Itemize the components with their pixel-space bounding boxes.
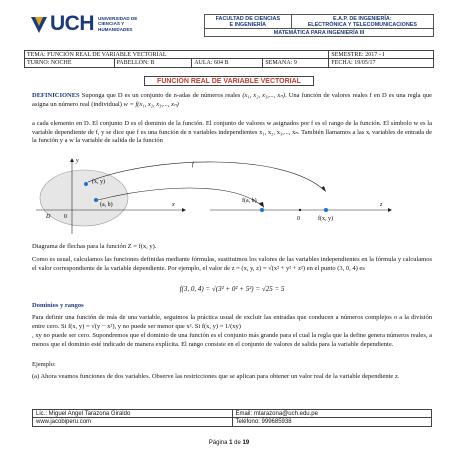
header — [24, 8, 434, 42]
phone-cell: Teléfono: 999685938 — [232, 418, 432, 426]
paragraph-3: Como es usual, calculamos las funciones definidas mediante fórmulas, sustituimos los valores de las variables independientes en la fórmula y calculamos el valor correspondiente de la variable dependiente. Por ejemplo, el valor de z = (x, y, z) = √(x² + y² + z²) en el punto (3, 0, 4) es — [32, 256, 432, 272]
label-f: f — [192, 162, 194, 168]
pavilion-cell: PABELLÓN: B — [114, 59, 192, 67]
label-fxy: f(x, y) — [318, 216, 333, 222]
example-equation: f(3, 0, 4) = √(3² + 0² + 5²) = √25 = 5 — [179, 285, 285, 293]
school-cell: E.A.P. DE INGENIERÍA: ELECTRÓNICA Y TELECOMUNICACIONES — [291, 15, 433, 29]
point-xy — [84, 182, 88, 186]
week-cell: SEMANA: 9 — [263, 59, 329, 67]
footer-table — [32, 409, 432, 427]
label-d: D — [46, 214, 51, 220]
label-x-axis: x — [172, 202, 175, 208]
semester-cell: SEMESTRE: 2017 - I — [329, 51, 434, 59]
label-ab: (a, b) — [100, 202, 113, 208]
faculty-cell: FACULTAD DE CIENCIAS E INGENIERÍA — [205, 15, 292, 29]
logo-subtext: UNIVERSIDAD DE CIENCIAS Y HUMANIDADES — [98, 16, 138, 32]
domains-title: Dominios y rangos — [32, 302, 84, 309]
paragraph-4: Para definir una función de más de una variable, seguimos la práctica usual de excluir las entradas que conducen a números complejos o a la división entre cero. Si f(x, y) = √(y − x²), y no puede ser menor que x². Si f(x, y) = 1/(xy) — [32, 314, 432, 330]
paragraph-6: (a) Ahora veamos funciones de dos variables. Observe las restricciones que se aplican para obtener un valor real de la variable dependiente z. — [32, 373, 400, 380]
shift-cell: TURNO: NOCHE — [25, 59, 115, 67]
paragraph-5: , xy no puede ser cero. Supondremos que el dominio de una función es el conjunto más grande para el cual la regla que la define genera números reales, a menos que el dominio esté indicado de manera explícita. El rango consiste en el conjunto de valores de salida para la variable dependiente. — [32, 332, 432, 348]
point-ab — [94, 198, 98, 202]
label-z-axis: z — [380, 202, 383, 208]
lecturer-cell: Lic.: Miguel Angel Tarazona Giraldo — [33, 410, 233, 418]
university-logo — [28, 12, 146, 40]
email-cell: Email: mtarazona@uch.edu.pe — [232, 410, 432, 418]
classroom-cell: AULA: 604 B — [192, 59, 263, 67]
logo-text: UCH — [50, 12, 94, 35]
example-label: Ejemplo: — [32, 361, 56, 368]
page-number: Página 1 de 19 — [208, 440, 250, 446]
website-link[interactable]: www.jacobiperu.com — [33, 418, 233, 426]
info-table — [24, 50, 434, 68]
diagram-caption: Diagrama de flechas para la función Z = f(x, y). — [32, 243, 157, 250]
date-cell: FECHA: 19/05/17 — [329, 59, 434, 67]
logo-mark-icon — [28, 14, 50, 36]
definition-paragraph-2: a cada elemento en D. El conjunto D es el dominio de la función. El conjunto de valores w asignados por f es el rango de la función. El símbolo w es la variable dependiente de f, y se dice que f es una función de n variables independientes x₁, x₂, x₃,..., xₙ. También llamamos a las xᵢ variables de entrada de la función y a w la variable de salida de la función — [32, 120, 432, 145]
definition-paragraph: DEFINICIONES Suponga que D es un conjunto de n-adas de números reales (x₁, x₂, x₃,..., xₙ). Una función de valores reales f en D es una regla que asigna un número real (individual) w = f(x₁, x₂, x₃,..., xₙ) — [32, 92, 432, 108]
label-origin: 0 — [64, 214, 67, 220]
section-title: FUNCIÓN REAL DE VARIABLE VECTORIAL — [144, 76, 314, 86]
label-xy: (x, y) — [92, 179, 105, 185]
label-fab: f(a, b) — [242, 198, 257, 204]
arrow-diagram — [32, 150, 432, 236]
document-page — [24, 8, 434, 448]
header-table — [204, 14, 434, 37]
label-y-axis: y — [76, 158, 79, 164]
course-cell: MATEMÁTICA PARA INGENIERÍA III — [205, 29, 434, 37]
label-zero: 0 — [297, 216, 300, 222]
topic-cell: TEMA: FUNCIÓN REAL DE VARIABLE VECTORIAL — [25, 51, 329, 59]
